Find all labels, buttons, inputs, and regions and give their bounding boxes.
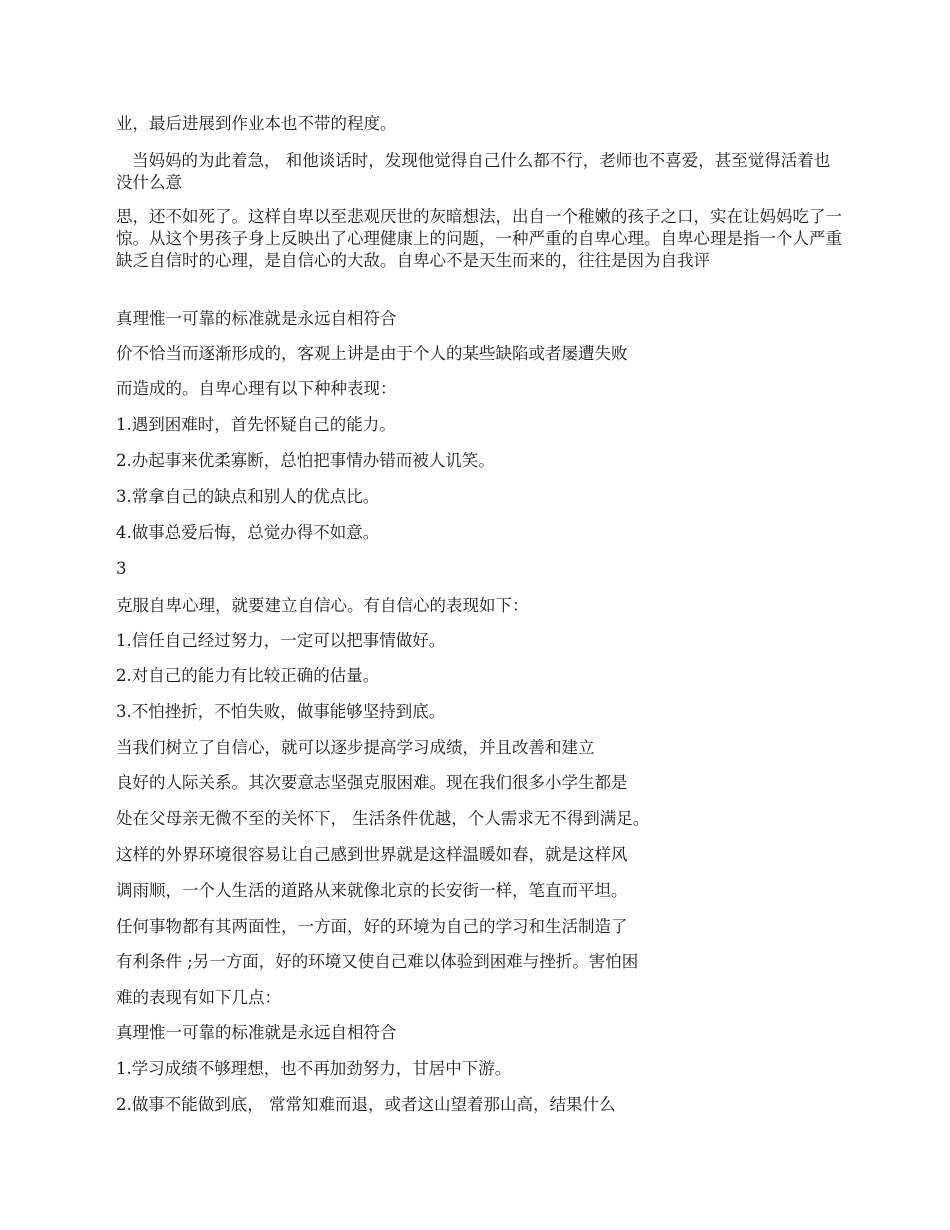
paragraph: 价不恰当而逐渐形成的，客观上讲是由于个人的某些缺陷或者屡遭失败 [116, 344, 628, 363]
paragraph: 克服自卑心理，就要建立自信心。有自信心的表现如下： [116, 596, 529, 615]
list-item: 2.对自己的能力有比较正确的估量。 [116, 666, 380, 685]
list-item: 1.遇到困难时，首先怀疑自己的能力。 [116, 415, 396, 434]
paragraph: 任何事物都有其两面性，一方面，好的环境为自己的学习和生活制造了 [116, 917, 628, 936]
list-item: 4.做事总爱后悔，总觉办得不如意。 [116, 523, 380, 542]
paragraph: 难的表现有如下几点： [116, 988, 281, 1007]
paragraph: 而造成的。自卑心理有以下种种表现： [116, 379, 397, 398]
paragraph: 有利条件 ;另一方面，好的环境又使自己难以体验到困难与挫折。害怕困 [116, 952, 639, 971]
paragraph: 调雨顺，一个人生活的道路从来就像北京的长安街一样，笔直而平坦。 [116, 881, 628, 900]
paragraph: 当妈妈的为此着急， 和他谈话时，发现他觉得自己什么都不行，老师也不喜爱，甚至觉得活着也没什么意 [116, 151, 831, 192]
list-item: 2.做事不能做到底， 常常知难而退，或者这山望着那山高，结果什么 [116, 1095, 616, 1114]
paragraph: 真理惟一可靠的标准就是永远自相符合 [116, 309, 397, 328]
list-item: 1.信任自己经过努力，一定可以把事情做好。 [116, 631, 446, 650]
list-item: 1.学习成绩不够理想，也不再加劲努力，甘居中下游。 [116, 1059, 512, 1078]
list-item: 3.不怕挫折，不怕失败，做事能够坚持到底。 [116, 702, 446, 721]
paragraph: 当我们树立了自信心，就可以逐步提高学习成绩，并且改善和建立 [116, 738, 595, 757]
paragraph: 业，最后进展到作业本也不带的程度。 [116, 114, 397, 133]
paragraph: 处在父母亲无微不至的关怀下， 生活条件优越，个人需求无不得到满足。 [116, 809, 650, 828]
paragraph: 这样的外界环境很容易让自己感到世界就是这样温暖如春，就是这样风 [116, 845, 628, 864]
paragraph: 真理惟一可靠的标准就是永远自相符合 [116, 1023, 397, 1042]
list-item: 2.办起事来优柔寡断，总怕把事情办错而被人讥笑。 [116, 451, 495, 470]
paragraph: 良好的人际关系。其次要意志坚强克服困难。现在我们很多小学生都是 [116, 773, 628, 792]
list-item: 3.常拿自己的缺点和别人的优点比。 [116, 487, 380, 506]
paragraph: 思，还不如死了。这样自卑以至悲观厌世的灰暗想法，出自一个稚嫩的孩子之口，实在让妈妈吃了一惊。从这个男孩子身上反映出了心理健康上的问题，一种严重的自卑心理。自卑心理是指一个人严重缺乏自信时的心理，是自信心的大敌。自卑心不是天生而来的，往往是因为自我评 [116, 207, 842, 270]
section-number: 3 [116, 559, 127, 578]
